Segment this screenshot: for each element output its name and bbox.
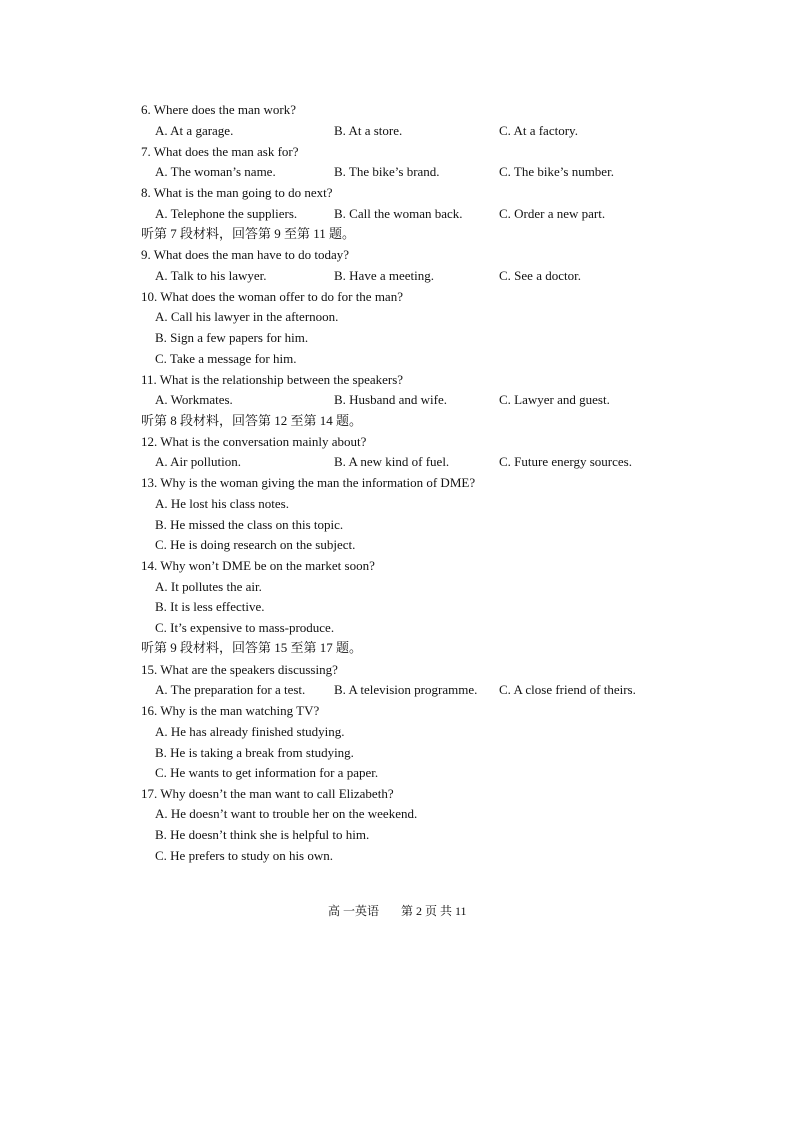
option-b: B. The bike’s brand.: [334, 164, 440, 179]
option-a: A. He doesn’t want to trouble her on the weekend.: [155, 806, 418, 821]
option-c: C. At a factory.: [499, 123, 578, 138]
option-c: C. He is doing research on the subject.: [155, 537, 356, 552]
question-8-options: [0, 204, 794, 224]
question-10-option-c: [0, 349, 794, 369]
option-c: C. Lawyer and guest.: [499, 392, 610, 407]
question-stem: 16. Why is the man watching TV?: [141, 703, 320, 718]
page-footer: [0, 901, 794, 921]
question-17-option-a: [0, 804, 794, 824]
question-stem: 14. Why won’t DME be on the market soon?: [141, 558, 375, 573]
question-6: [0, 100, 794, 120]
section-heading-text: 听第 8 段材料，回答第 12 至第 14 题。: [141, 413, 363, 428]
option-b: B. A television programme.: [334, 682, 478, 697]
question-16-option-c: [0, 763, 794, 783]
footer-page-number: 第 2 页 共 11: [401, 904, 467, 918]
question-7-options: [0, 162, 794, 182]
option-c: C. He prefers to study on his own.: [155, 848, 334, 863]
option-b: B. Have a meeting.: [334, 268, 434, 283]
question-10-option-a: [0, 307, 794, 327]
section-heading: [0, 638, 794, 658]
option-c: C. Future energy sources.: [499, 454, 632, 469]
option-a: A. The woman’s name.: [155, 164, 276, 179]
question-13-option-c: [0, 535, 794, 555]
question-13: [0, 473, 794, 493]
question-10: [0, 287, 794, 307]
option-b: B. He is taking a break from studying.: [155, 745, 354, 760]
question-12: [0, 432, 794, 452]
question-stem: 9. What does the man have to do today?: [141, 247, 350, 262]
option-b: B. Sign a few papers for him.: [155, 330, 309, 345]
question-stem: 17. Why doesn’t the man want to call Elizabeth?: [141, 786, 394, 801]
question-9-options: [0, 266, 794, 286]
question-14-option-c: [0, 618, 794, 638]
question-10-option-b: [0, 328, 794, 348]
option-c: C. Take a message for him.: [155, 351, 297, 366]
question-11: [0, 370, 794, 390]
footer-subject: 高 一英语: [328, 904, 380, 918]
section-heading: [0, 224, 794, 244]
question-stem: 6. Where does the man work?: [141, 102, 296, 117]
option-a: A. The preparation for a test.: [155, 682, 306, 697]
option-a: A. It pollutes the air.: [155, 579, 262, 594]
section-heading-text: 听第 9 段材料，回答第 15 至第 17 题。: [141, 640, 363, 655]
option-b: B. He missed the class on this topic.: [155, 517, 344, 532]
question-16: [0, 701, 794, 721]
question-9: [0, 245, 794, 265]
option-b: B. He doesn’t think she is helpful to him.: [155, 827, 370, 842]
option-c: C. Order a new part.: [499, 206, 606, 221]
question-16-option-a: [0, 722, 794, 742]
question-stem: 13. Why is the woman giving the man the information of DME?: [141, 475, 476, 490]
option-a: A. He has already finished studying.: [155, 724, 345, 739]
question-7: [0, 142, 794, 162]
question-13-option-b: [0, 515, 794, 535]
option-c: C. See a doctor.: [499, 268, 581, 283]
option-b: B. A new kind of fuel.: [334, 454, 450, 469]
question-17-option-c: [0, 846, 794, 866]
option-a: A. Air pollution.: [155, 454, 241, 469]
question-17: [0, 784, 794, 804]
option-a: A. He lost his class notes.: [155, 496, 289, 511]
option-b: B. Call the woman back.: [334, 206, 463, 221]
question-17-option-b: [0, 825, 794, 845]
question-13-option-a: [0, 494, 794, 514]
option-c: C. It’s expensive to mass-produce.: [155, 620, 335, 635]
option-c: C. He wants to get information for a paper.: [155, 765, 379, 780]
question-stem: 10. What does the woman offer to do for the man?: [141, 289, 403, 304]
question-15-options: [0, 680, 794, 700]
option-c: C. A close friend of theirs.: [499, 682, 636, 697]
section-heading: [0, 411, 794, 431]
question-14-option-a: [0, 577, 794, 597]
option-a: A. Call his lawyer in the afternoon.: [155, 309, 339, 324]
question-stem: 15. What are the speakers discussing?: [141, 662, 338, 677]
option-a: A. Telephone the suppliers.: [155, 206, 298, 221]
section-heading-text: 听第 7 段材料，回答第 9 至第 11 题。: [141, 226, 356, 241]
question-14: [0, 556, 794, 576]
question-stem: 8. What is the man going to do next?: [141, 185, 333, 200]
question-6-options: [0, 121, 794, 141]
question-14-option-b: [0, 597, 794, 617]
option-b: B. At a store.: [334, 123, 403, 138]
question-8: [0, 183, 794, 203]
question-stem: 12. What is the conversation mainly about?: [141, 434, 367, 449]
question-12-options: [0, 452, 794, 472]
question-16-option-b: [0, 743, 794, 763]
option-b: B. It is less effective.: [155, 599, 265, 614]
question-11-options: [0, 390, 794, 410]
option-a: A. Workmates.: [155, 392, 233, 407]
question-stem: 11. What is the relationship between the speakers?: [141, 372, 404, 387]
option-a: A. At a garage.: [155, 123, 234, 138]
question-15: [0, 660, 794, 680]
option-b: B. Husband and wife.: [334, 392, 448, 407]
option-a: A. Talk to his lawyer.: [155, 268, 267, 283]
option-c: C. The bike’s number.: [499, 164, 614, 179]
question-stem: 7. What does the man ask for?: [141, 144, 299, 159]
